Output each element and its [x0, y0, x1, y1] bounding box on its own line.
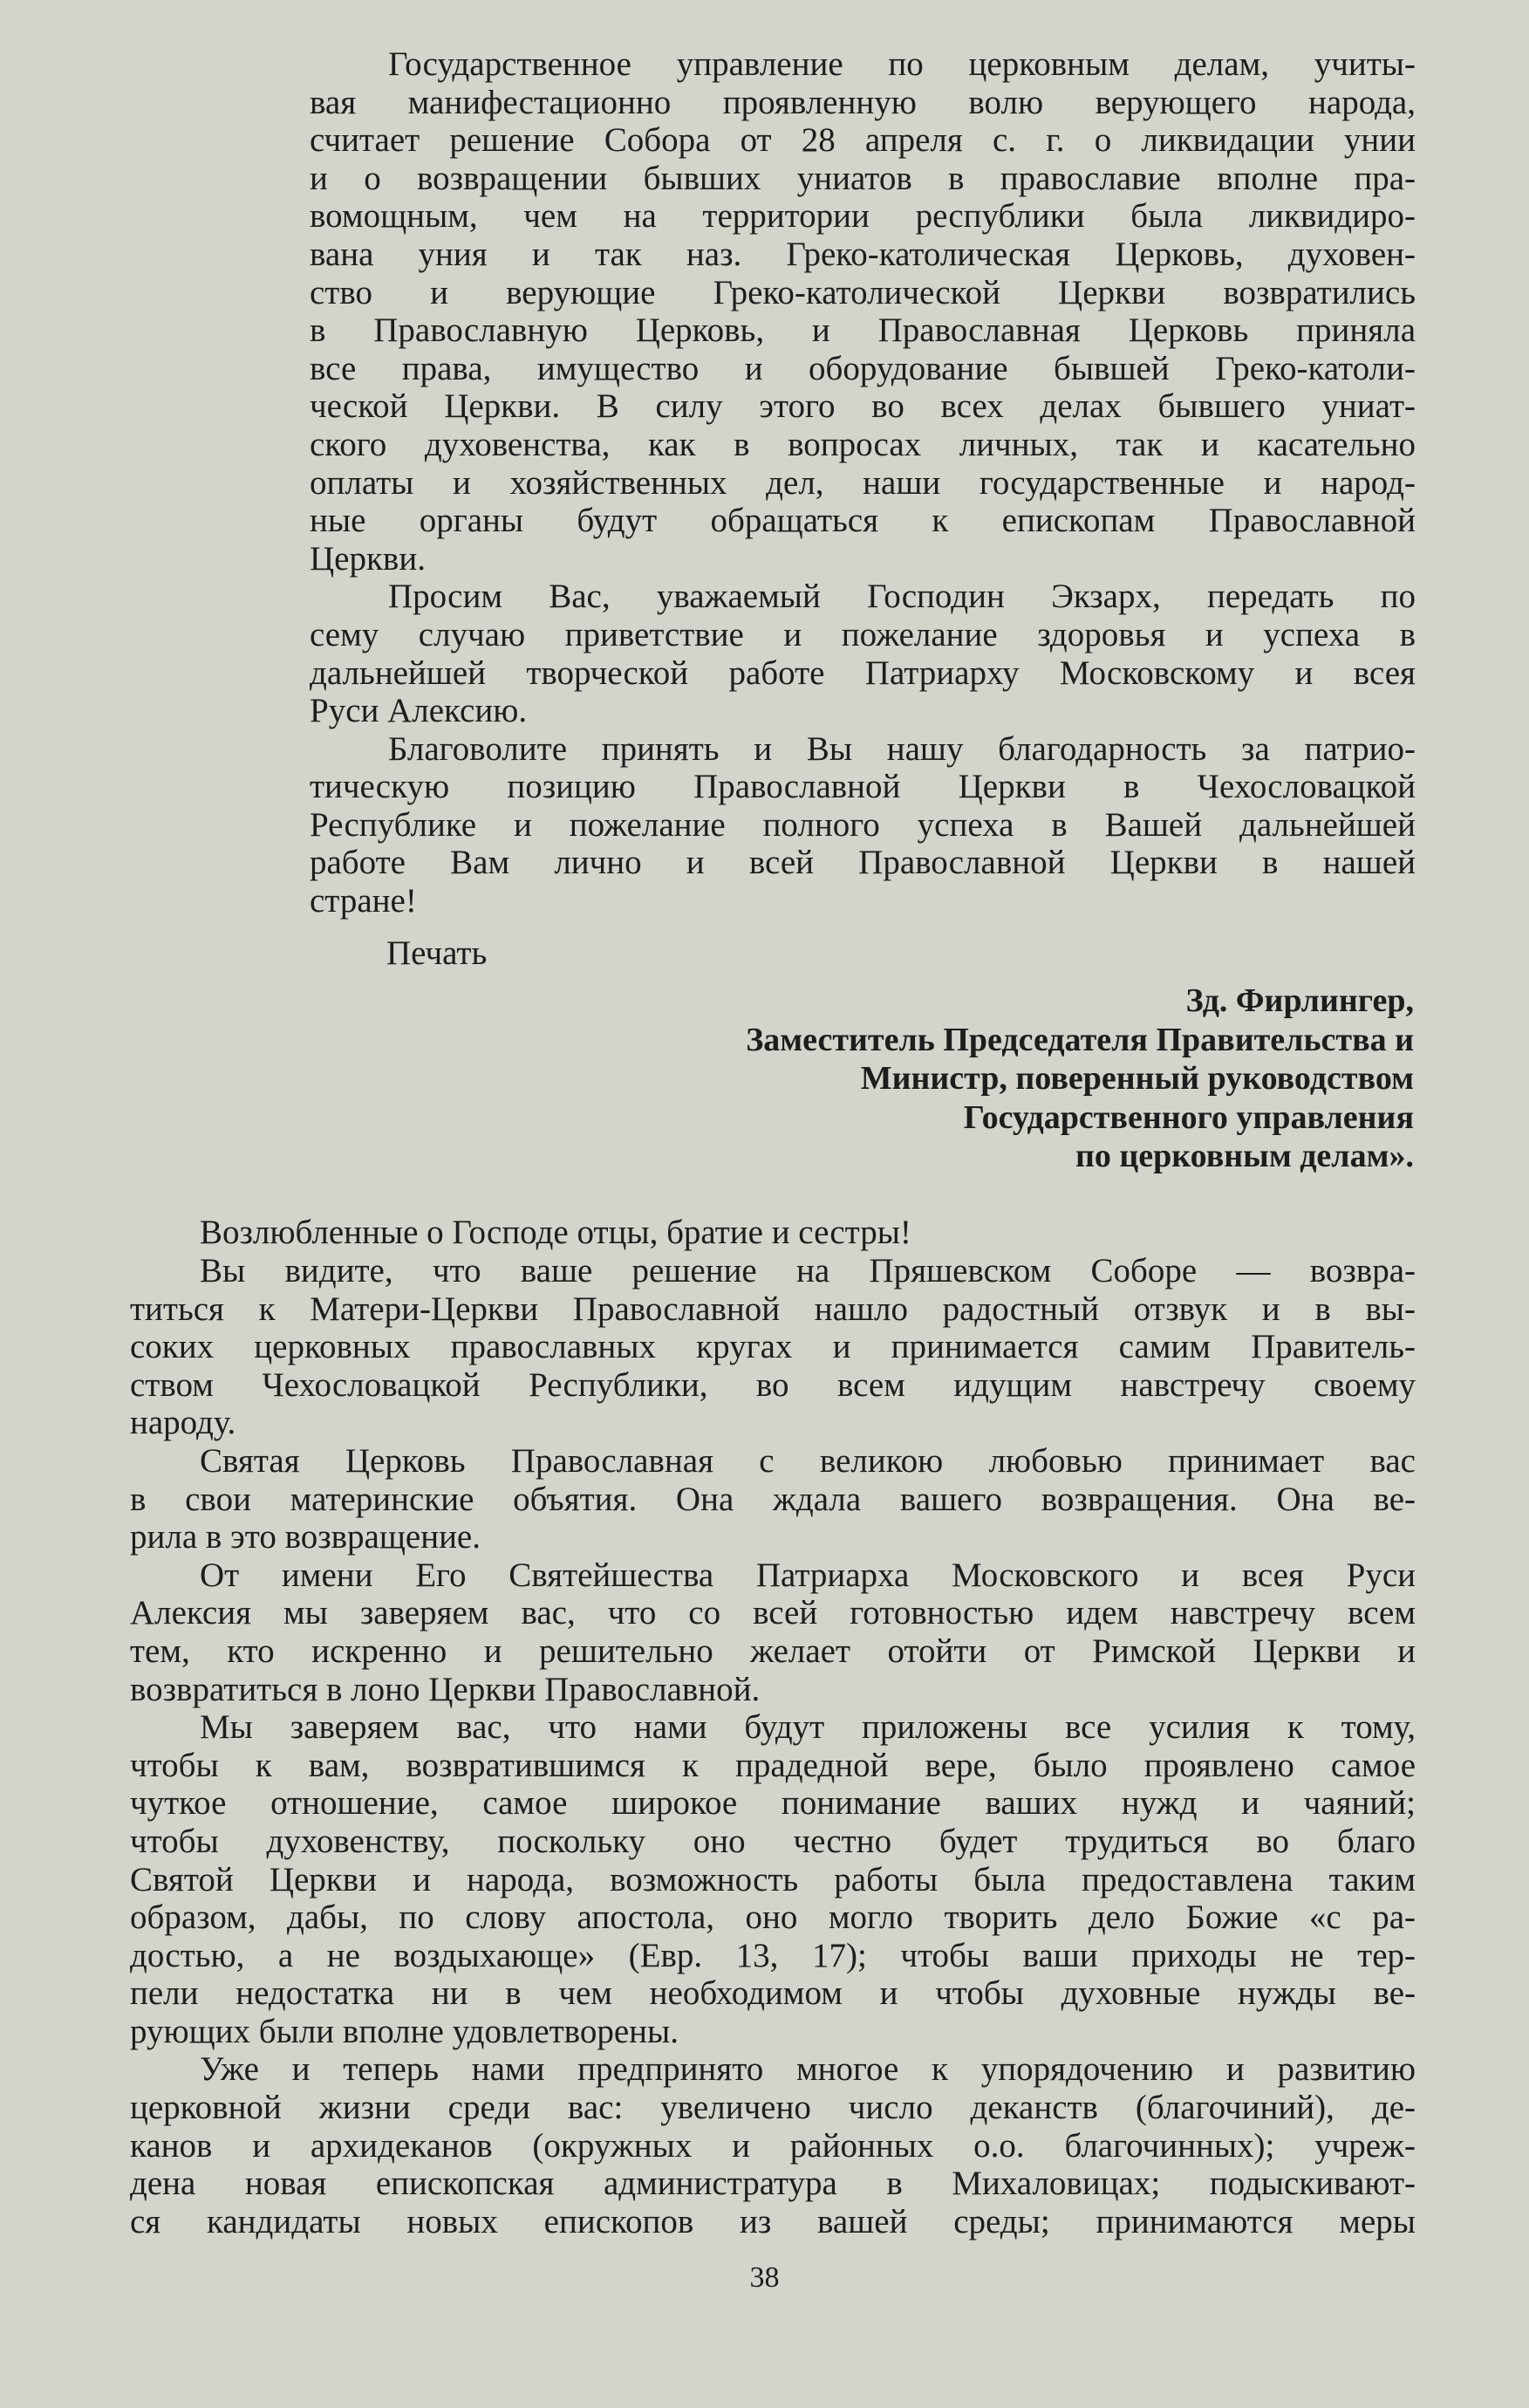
address-body	[130, 1252, 1416, 2240]
paragraph-line: народу.	[130, 1404, 236, 1442]
paragraph-line: ского духовенства, как в вопросах личных, так и касательно	[310, 425, 1416, 463]
letter-body	[310, 45, 1416, 920]
paragraph-line: титься к Матери-Церкви Православной нашло радостный отзвук и в вы-	[130, 1290, 1416, 1328]
paragraph-line: и о возвращении бывших униатов в православие вполне пра-	[310, 159, 1416, 197]
paragraph-line: соких церковных православных кругах и принимается самим Правитель-	[130, 1328, 1416, 1366]
paragraph-line: церковной жизни среди вас: увеличено число деканств (благочиний), де-	[130, 2089, 1416, 2127]
paragraph-line: возвратиться в лоно Церкви Православной.	[130, 1670, 761, 1708]
page-number: 38	[749, 2261, 780, 2294]
paragraph-line: чтобы духовенству, поскольку оно честно будет трудиться во благо	[130, 1822, 1416, 1860]
stamp-label: Печать	[386, 934, 488, 972]
paragraph-line: чуткое отношение, самое широкое понимание ваших нужд и чаяний;	[130, 1784, 1416, 1823]
paragraph-line: ные органы будут обращаться к епископам Православной	[310, 502, 1416, 540]
paragraph-line: Просим Вас, уважаемый Господин Экзарх, передать по	[388, 578, 1416, 616]
paragraph-line: дена новая епископская администратура в Михаловицах; подыскивают-	[130, 2165, 1416, 2203]
paragraph-line: ством Чехословацкой Республики, во всем идущим навстречу своему	[130, 1365, 1416, 1404]
signature-line: Заместитель Председателя Правительства и	[746, 1021, 1414, 1058]
signature-line: Зд. Фирлингер,	[1185, 982, 1414, 1019]
signature-line: по церковным делам».	[1075, 1138, 1414, 1174]
paragraph-line: Руси Алексию.	[310, 692, 528, 730]
paragraph-line: Святая Церковь Православная с великою любовью принимает вас	[200, 1441, 1416, 1480]
paragraph-line: Государственное управление по церковным делам, учиты-	[388, 45, 1416, 83]
paragraph-line: достью, а не воздыхающе» (Евр. 13, 17); чтобы ваши приходы не тер-	[130, 1936, 1416, 1974]
paragraph-line: образом, дабы, по слову апостола, оно могло творить дело Божие «с ра-	[130, 1898, 1416, 1937]
paragraph-line: в свои материнские объятия. Она ждала вашего возвращения. Она ве-	[130, 1480, 1416, 1518]
paragraph-line: вая манифестационно проявленную волю верующего народа,	[310, 83, 1416, 121]
paragraph-line: Вы видите, что ваше решение на Пряшевском Соборе — возвра-	[200, 1252, 1416, 1290]
paragraph-line: Уже и теперь нами предпринято многое к упорядочению и развитию	[200, 2050, 1416, 2089]
paragraph-line: канов и архидеканов (окружных и районных о.о. благочинных); учреж-	[130, 2126, 1416, 2165]
paragraph-line: ство и верующие Греко-католической Церкви возвратились	[310, 273, 1416, 311]
paragraph-line: Алексия мы заверяем вас, что со всей готовностью идем навстречу всем	[130, 1594, 1416, 1632]
paragraph-line: ся кандидаты новых епископов из вашей среды; принимаются меры	[130, 2202, 1416, 2240]
signature-block	[746, 982, 1414, 1176]
paragraph-line: рующих были вполне удовлетворены.	[130, 2012, 679, 2050]
paragraph-line: оплаты и хозяйственных дел, наши государственные и народ-	[310, 463, 1416, 502]
paragraph-line: чтобы к вам, возвратившимся к прадедной вере, было проявлено самое	[130, 1746, 1416, 1784]
paragraph-line: Мы заверяем вас, что нами будут приложены все усилия к тому,	[200, 1708, 1416, 1747]
paragraph-line: тическую позицию Православной Церкви в Чехословацкой	[310, 768, 1416, 806]
paragraph-line: тем, кто искренно и решительно желает отойти от Римской Церкви и	[130, 1632, 1416, 1670]
signature-line: Государственного управления	[963, 1098, 1414, 1136]
paragraph-line: Церкви.	[310, 539, 426, 578]
paragraph-line: Святой Церкви и народа, возможность работы была предоставлена таким	[130, 1860, 1416, 1898]
paragraph-line: ческой Церкви. В силу этого во всех делах бывшего униат-	[310, 387, 1416, 426]
paragraph-line: От имени Его Святейшества Патриарха Московского и всея Руси	[200, 1556, 1416, 1594]
paragraph-line: все права, имущество и оборудование бывшей Греко-католи-	[310, 349, 1416, 387]
paragraph-line: сему случаю приветствие и пожелание здоровья и успеха в	[310, 615, 1416, 653]
paragraph-line: стране!	[310, 882, 417, 920]
greeting: Возлюбленные о Господе отцы, братие и сестры!	[200, 1214, 911, 1251]
paragraph-line: рила в это возвращение.	[130, 1518, 481, 1556]
paragraph-line: пели недостатка ни в чем необходимом и чтобы духовные нужды ве-	[130, 1974, 1416, 2013]
paragraph-line: считает решение Собора от 28 апреля с. г. о ликвидации унии	[310, 121, 1416, 160]
paragraph-line: вомощным, чем на территории республики была ликвидиро-	[310, 197, 1416, 236]
paragraph-line: Республике и пожелание полного успеха в Вашей дальнейшей	[310, 805, 1416, 844]
signature-line: Министр, поверенный руководством	[860, 1060, 1414, 1097]
paragraph-line: работе Вам лично и всей Православной Церкви в нашей	[310, 844, 1416, 882]
paragraph-line: вана уния и так наз. Греко-католическая Церковь, духовен-	[310, 235, 1416, 273]
paragraph-line: в Православную Церковь, и Православная Церковь приняла	[310, 311, 1416, 350]
paragraph-line: дальнейшей творческой работе Патриарху Московскому и всея	[310, 653, 1416, 692]
paragraph-line: Благоволите принять и Вы нашу благодарность за патрио-	[388, 729, 1416, 768]
